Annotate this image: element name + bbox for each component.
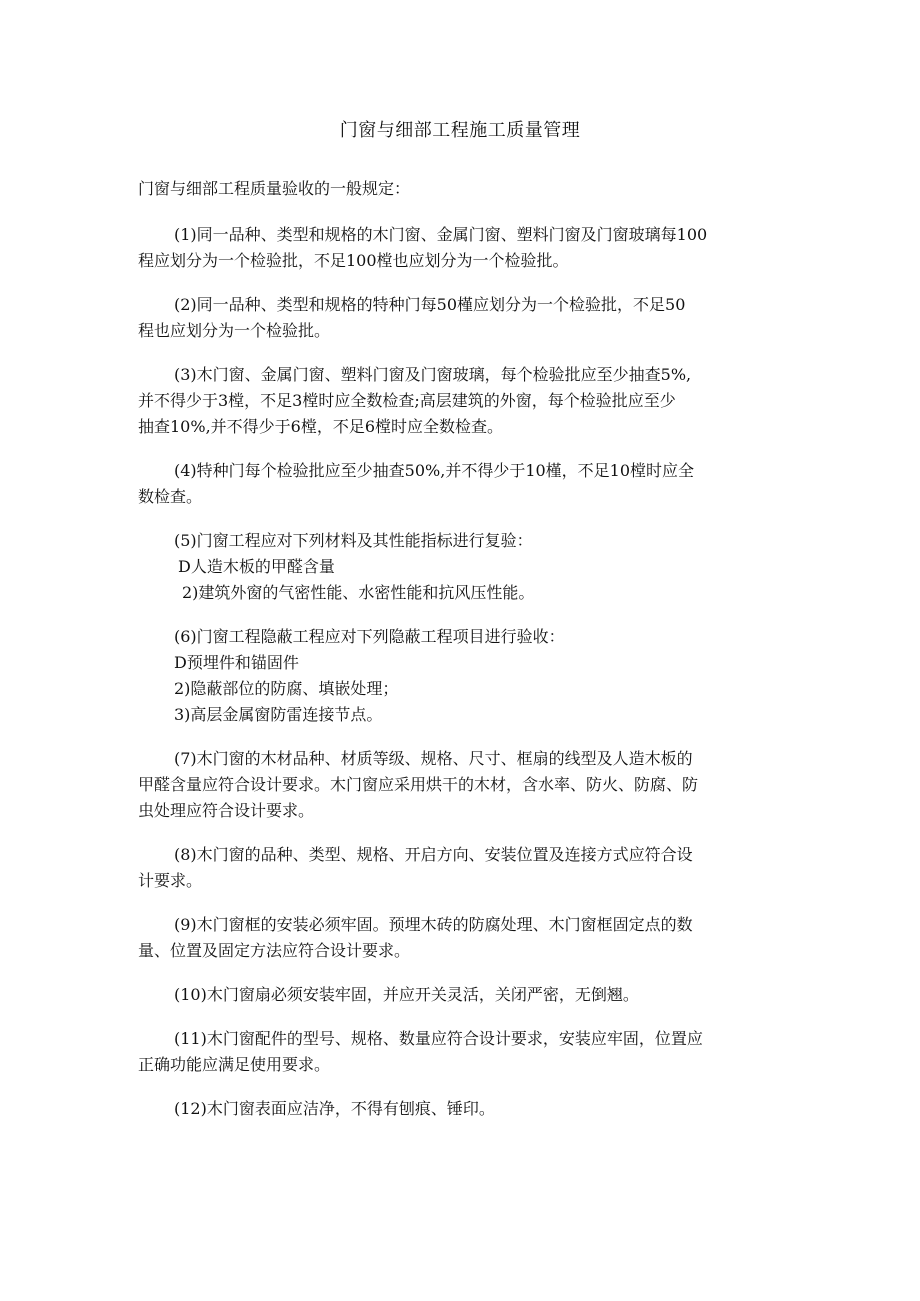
rule-12-line: (12)木门窗表面应洁净，不得有刨痕、锤印。 <box>174 1099 495 1118</box>
rule-3-line: (3)木门窗、金属门窗、塑料门窗及门窗玻璃，每个检验批应至少抽查5%, <box>174 365 692 384</box>
rule-5-subitem: 2)建筑外窗的气密性能、水密性能和抗风压性能。 <box>182 583 535 602</box>
rule-9-line: 量、位置及固定方法应符合设计要求。 <box>138 941 411 960</box>
rule-3-line: 抽查10%,并不得少于6樘，不足6樘时应全数检查。 <box>138 417 504 436</box>
rule-6-line: (6)门窗工程隐蔽工程应对下列隐蔽工程项目进行验收： <box>174 627 565 646</box>
rule-3-line: 并不得少于3樘，不足3樘时应全数检查;高层建筑的外窗，每个检验批应至少 <box>138 391 676 410</box>
rule-6 <box>138 624 788 728</box>
rule-5 <box>138 528 788 606</box>
rule-10-line: (10)木门窗扇必须安装牢固，并应开关灵活，关闭严密，无倒翘。 <box>174 985 639 1004</box>
rule-8-line: 计要求。 <box>138 871 203 890</box>
rule-11-line: 正确功能应满足使用要求。 <box>138 1055 331 1074</box>
page-title: 门窗与细部工程施工质量管理 <box>339 120 581 141</box>
rule-6-subitem: D预埋件和锚固件 <box>174 653 299 672</box>
rule-12 <box>138 1096 788 1122</box>
rule-1 <box>138 222 788 274</box>
document-body <box>138 176 788 1122</box>
rule-9 <box>138 912 788 964</box>
rule-4-line: (4)特种门每个检验批应至少抽查50%,并不得少于10槿，不足10樘时应全 <box>174 461 695 480</box>
rule-11-line: (11)木门窗配件的型号、规格、数量应符合设计要求，安装应牢固，位置应 <box>174 1029 703 1048</box>
rule-4 <box>138 458 788 510</box>
rule-1-line: 程应划分为一个检验批，不足100樘也应划分为一个检验批。 <box>138 251 569 270</box>
rule-10 <box>138 982 788 1008</box>
rule-7-line: 甲醛含量应符合设计要求。木门窗应采用烘干的木材，含水率、防火、防腐、防 <box>138 775 699 794</box>
rule-2-line: 程也应划分为一个检验批。 <box>138 321 331 340</box>
rule-6-subitem: 3)高层金属窗防雷连接节点。 <box>174 705 383 724</box>
rule-8-line: (8)木门窗的品种、类型、规格、开启方向、安装位置及连接方式应符合设 <box>174 845 693 864</box>
rule-7 <box>138 746 788 824</box>
rule-5-subitem: D人造木板的甲醛含量 <box>178 557 335 576</box>
rule-11 <box>138 1026 788 1078</box>
rule-6-subitem: 2)隐蔽部位的防腐、填嵌处理； <box>174 679 399 698</box>
rule-9-line: (9)木门窗框的安装必须牢固。预埋木砖的防腐处理、木门窗框固定点的数 <box>174 915 693 934</box>
rule-2-line: (2)同一品种、类型和规格的特种门每50槿应划分为一个检验批，不足50 <box>174 295 686 314</box>
intro-text: 门窗与细部工程质量验收的一般规定： <box>138 179 411 198</box>
rule-4-line: 数检查。 <box>138 487 203 506</box>
rule-7-line: (7)木门窗的木材品种、材质等级、规格、尺寸、框扇的线型及人造木板的 <box>174 749 693 768</box>
rule-8 <box>138 842 788 894</box>
rule-1-line: (1)同一品种、类型和规格的木门窗、金属门窗、塑料门窗及门窗玻璃每100 <box>174 225 708 244</box>
rule-7-line: 虫处理应符合设计要求。 <box>138 801 315 820</box>
rule-2 <box>138 292 788 344</box>
rule-5-line: (5)门窗工程应对下列材料及其性能指标进行复验： <box>174 531 533 550</box>
rule-3 <box>138 362 788 440</box>
